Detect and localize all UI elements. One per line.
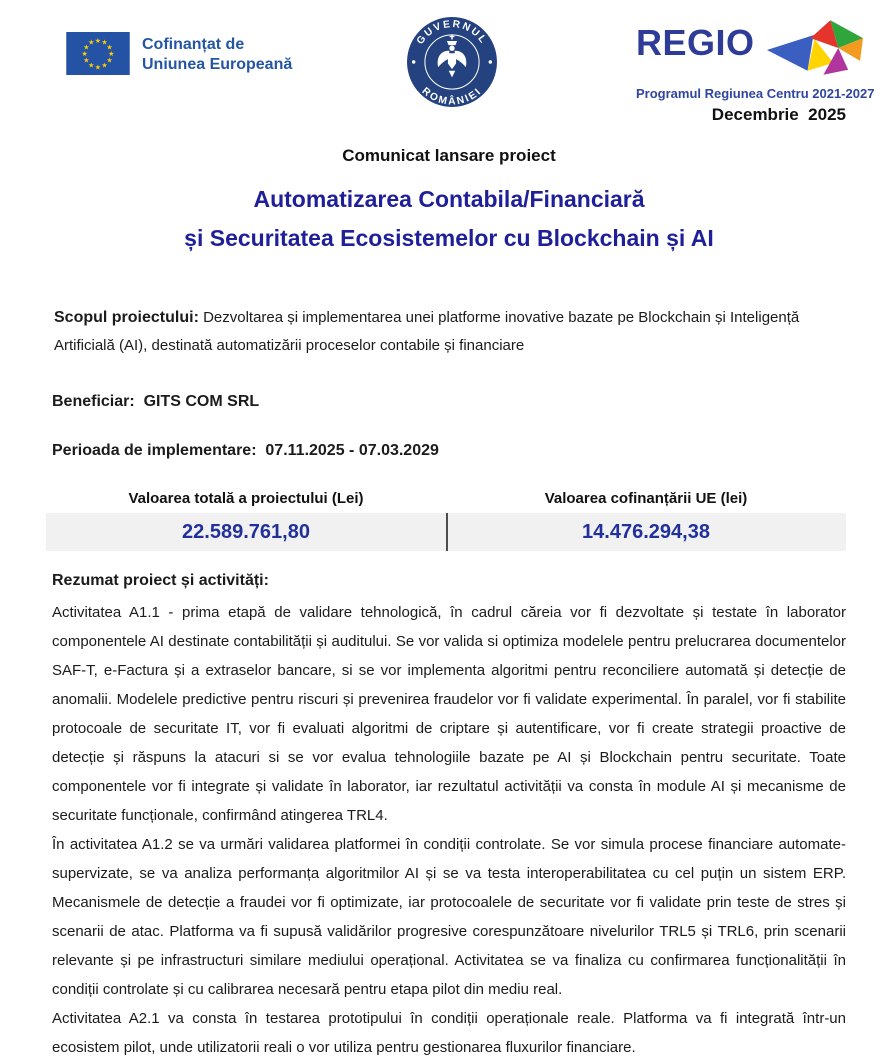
- period-value: 07.11.2025 - 07.03.2029: [265, 442, 439, 459]
- romanian-government-seal-icon: [406, 16, 498, 108]
- svg-text:★: ★: [106, 56, 113, 65]
- paragraph-activity-a1-1: Activitatea A1.1 - prima etapă de validare tehnologică, în cadrul căreia vor fi dezvoltate și testate în laborator componentele AI destinate contabilității și auditului. Se vor valida si optimiza modelele pentru prelucrarea documentelor SAF-T, e-Factura și a extraselor bancare, si se vor implementa algoritmi pentru reconciliere automată și detecție de anomalii. Modelele predictive pentru riscuri și prevenirea fraudelor vor fi validate experimental. În paralel, vor fi stabilite protocoale de securitate IT, vor fi evaluati algoritmi de criptare și autentificare, vor fi create strategii proactive de detecție și răspuns la atacuri si se vor evalua tehnologiile bazate pe AI și Blockchain pentru securitate. Toate componentele vor fi integrate și validate în laborator, iar rezultatul activității va consta în module AI și mecanisme de securitate funcționale, confirmând atingerea TRL4.: [52, 604, 846, 824]
- svg-text:★: ★: [88, 38, 95, 47]
- svg-text:★: ★: [94, 63, 102, 72]
- seal-text-bottom: ROMÂNIEI: [419, 85, 485, 108]
- table-divider: [446, 513, 448, 551]
- paragraph-activity-a2-1: Activitatea A2.1 va consta în testarea prototipului în condiții operaționale reale. Platforma va fi integrată într-un ecosistem pilot, unde utilizatorii reali o vor utiliza pentru gestionarea fluxurilor financiare.: [52, 1010, 846, 1056]
- svg-text:★: ★: [83, 43, 90, 52]
- scope-text: Dezvoltarea și implementarea unei platforme inovative bazate pe Blockchain și Inteligență Artificială (AI), destinată automatizării proceselor contabile și financiare: [54, 309, 800, 354]
- svg-text:★: ★: [81, 50, 88, 59]
- svg-text:★: ★: [101, 61, 108, 70]
- project-title-line1: Automatizarea Contabila/Financiară: [253, 186, 645, 212]
- document-date: Decembrie 2025: [711, 105, 846, 124]
- regio-logo: [636, 22, 875, 101]
- eu-cofunding-amount: 14.476.294,38: [582, 520, 710, 543]
- summary-heading: Rezumat proiect și activități:: [52, 572, 269, 589]
- svg-text:★: ★: [108, 50, 115, 59]
- regio-program-text: Programul Regiunea Centru 2021-2027: [636, 86, 875, 101]
- beneficiary-value: GITS COM SRL: [143, 393, 260, 410]
- eu-text-line1: Cofinanțat de: [142, 36, 245, 53]
- project-scope: [54, 304, 846, 360]
- svg-text:★: ★: [94, 36, 102, 45]
- seal-text-top: GUVERNUL: [414, 19, 490, 47]
- regio-wordmark: REGIO: [636, 22, 755, 63]
- summary-paragraphs: [52, 598, 846, 1062]
- eu-text-line2: Uniunea Europeană: [142, 56, 293, 73]
- implementation-period-line: [52, 442, 846, 460]
- period-label: Perioada de implementare:: [52, 442, 257, 459]
- eu-cofunding-logo: [66, 32, 292, 75]
- eu-cofunding-text: [142, 32, 292, 75]
- project-title-line2: și Securitatea Ecosistemelor cu Blockchain și AI: [184, 225, 714, 251]
- total-value-header: Valoarea totală a proiectului (Lei): [128, 490, 364, 507]
- total-value-amount: 22.589.761,80: [182, 520, 310, 543]
- svg-text:★: ★: [88, 61, 95, 70]
- svg-text:★: ★: [101, 38, 108, 47]
- svg-text:★: ★: [83, 56, 90, 65]
- eu-flag-icon: [66, 32, 130, 75]
- project-title: [52, 180, 846, 258]
- eu-cofunding-header: Valoarea cofinanțării UE (lei): [544, 490, 748, 507]
- svg-text:★: ★: [106, 43, 113, 52]
- document-kicker: Comunicat lansare proiect: [342, 146, 556, 165]
- regio-bird-icon: [761, 18, 865, 78]
- project-values-table: [46, 488, 846, 551]
- beneficiary-line: [52, 393, 846, 411]
- paragraph-activity-a1-2: În activitatea A1.2 se va urmări validarea platformei în condiții controlate. Se vor simula procese financiare automate-supervizate, se va analiza performanța algoritmilor AI și se va testa interoperabilitatea cu cel puțin un sistem ERP. Mecanismele de detecție a fraudei vor fi optimizate, iar protocoalele de securitate vor fi validate prin teste de stres și scenarii de atac. Platforma va fi supusă validărilor progresive corespunzătoare nivelurilor TRL5 și TRL6, prin scenarii relevante și pe infrastructuri similare mediului operațional. Activitatea se va finaliza cu confirmarea funcționalității în condiții controlate și cu calibrarea necesară pentru etapa pilot din mediu real.: [52, 836, 846, 998]
- beneficiary-label: Beneficiar:: [52, 393, 135, 410]
- scope-label: Scopul proiectului:: [54, 309, 199, 326]
